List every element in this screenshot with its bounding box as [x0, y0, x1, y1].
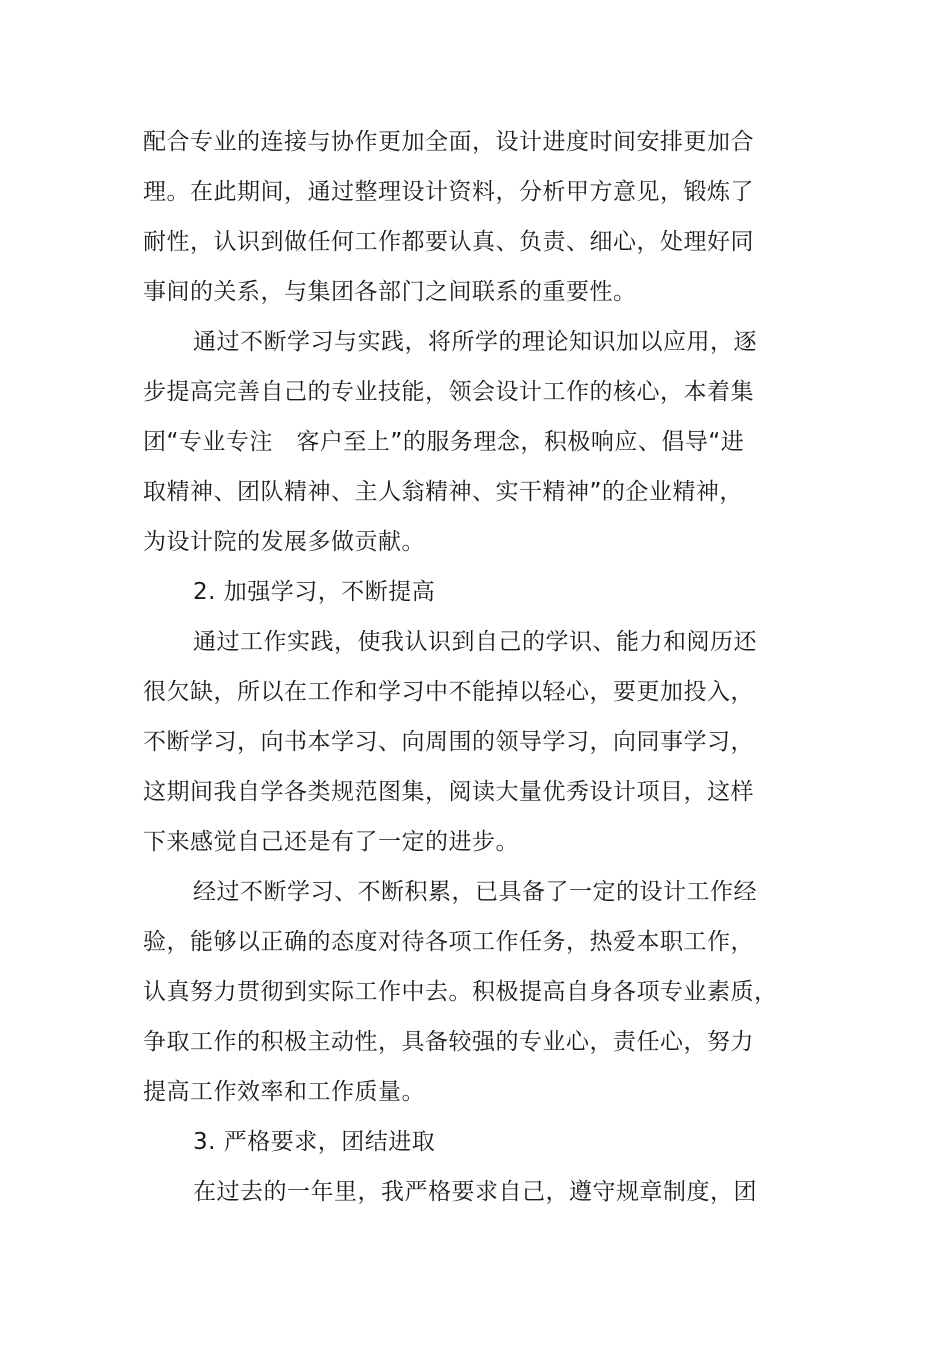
text-line: 步提高完善自己的专业技能，领会设计工作的核心，本着集	[143, 379, 754, 405]
text-line: 取精神、团队精神、主人翁精神、实干精神”的企业精神，	[143, 479, 743, 505]
paragraph-start-line: 在过去的一年里，我严格要求自己，遵守规章制度，团	[193, 1179, 757, 1205]
text-line: 团“专业专注 客户至上”的服务理念，积极响应、倡导“进	[143, 429, 745, 455]
section-heading: 2. 加强学习，不断提高	[193, 579, 436, 605]
text-line: 理。在此期间，通过整理设计资料，分析甲方意见，锻炼了	[143, 179, 754, 205]
section-heading: 3. 严格要求，团结进取	[193, 1129, 436, 1155]
paragraph-start-line: 经过不断学习、不断积累，已具备了一定的设计工作经	[193, 879, 757, 905]
text-line: 认真努力贯彻到实际工作中去。积极提高自身各项专业素质，	[143, 979, 778, 1005]
text-line: 很欠缺，所以在工作和学习中不能掉以轻心，要更加投入，	[143, 679, 754, 705]
text-line: 耐性，认识到做任何工作都要认真、负责、细心，处理好同	[143, 229, 754, 255]
text-line: 为设计院的发展多做贡献。	[143, 529, 425, 555]
text-line: 下来感觉自己还是有了一定的进步。	[143, 829, 519, 855]
text-line: 提高工作效率和工作质量。	[143, 1079, 425, 1105]
text-line: 这期间我自学各类规范图集，阅读大量优秀设计项目，这样	[143, 779, 754, 805]
text-line: 不断学习，向书本学习、向周围的领导学习，向同事学习，	[143, 729, 754, 755]
text-line: 验，能够以正确的态度对待各项工作任务，热爱本职工作，	[143, 929, 754, 955]
paragraph-start-line: 通过不断学习与实践，将所学的理论知识加以应用，逐	[193, 329, 757, 355]
paragraph-start-line: 通过工作实践，使我认识到自己的学识、能力和阅历还	[193, 629, 757, 655]
text-line: 事间的关系，与集团各部门之间联系的重要性。	[143, 279, 637, 305]
text-line: 配合专业的连接与协作更加全面，设计进度时间安排更加合	[143, 129, 754, 155]
text-line: 争取工作的积极主动性，具备较强的专业心，责任心，努力	[143, 1029, 754, 1055]
